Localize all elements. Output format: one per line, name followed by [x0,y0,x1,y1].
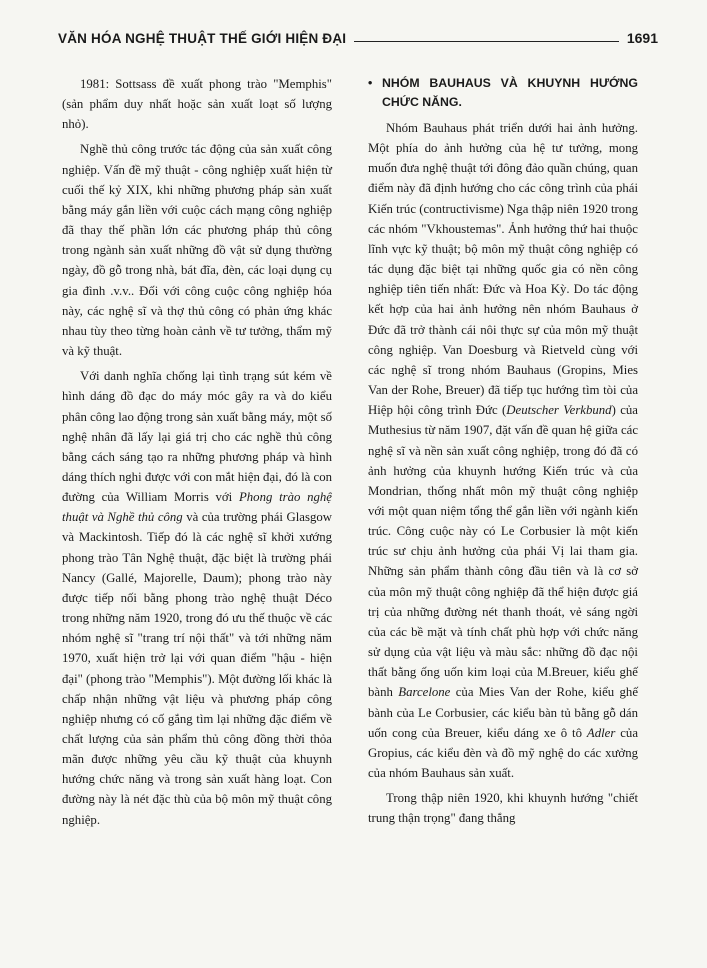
italic-title: Barcelone [398,685,451,700]
paragraph-morris [62,366,332,830]
text-run: Với danh nghĩa chống lại tình trạng sút kém về hình dáng đồ đạc do máy móc gây ra và do kiểu phân công lao động trong sản xuất bằng máy, một số nghệ nhân đã lấy lại giá trị cho các nghề thủ công bằng cách sáng tạo ra những phương pháp và hình dáng thích nghi được với con mắt hiện đại, đó là con đường của William Morris với [62,369,332,505]
text-run: của Mies Van der Rohe, kiểu ghế bành của Le Corbusier, các kiểu bàn tủ bằng gỗ dán uốn cong của Breuer, kiểu dáng xe ô tô [368,685,638,740]
paragraph-bauhaus [368,118,638,783]
paragraph-1920s: Trong thập niên 1920, khi khuynh hướng "chiết trung thận trọng" đang thắng [368,791,638,826]
italic-title: Deutscher Verkbund [506,403,612,418]
italic-title: Phong trào nghệ thuật và Nghề thủ công [62,490,332,525]
page-number: 1691 [626,30,658,46]
text-run: và của trường phái Glasgow và Mackintosh. Tiếp đó là các nghệ sĩ khởi xướng phong trào Tân Nghệ thuật, đặc biệt là trường phái Nancy (Gallé, Majorelle, Daum); phong trào này được tiếp nối bằng phong trào nghệ thuật Déco trong những năm 1920, trong đó ưu thế thuộc về các nhóm nghệ sĩ "trang trí nội thất" và tới những năm 1970, xuất hiện trở lại với quan điểm "hậu - hiện đại" (phong trào "Memphis"). Một đường lối khác là chấp nhận những vật liệu và phương pháp công nghiệp nhưng có cố gắng tìm lại những đặc điểm về chất lượng của sản phẩm thủ công đồng thời thỏa mãn được những yêu cầu kỹ thuật của khuynh hướng chức năng và trong sản xuất hàng loạt. Con đường này là nét đặc thù của bộ môn mỹ thuật công nghiệp. [62,510,333,827]
section-heading-text: NHÓM BAUHAUS VÀ KHUYNH HƯỚNG CHỨC NĂNG. [382,76,638,109]
header-title: VĂN HÓA NGHỆ THUẬT THẾ GIỚI HIỆN ĐẠI [58,31,347,46]
paragraph-craft-vs-industry: Nghề thủ công trước tác động của sản xuất công nghiệp. Vấn đề mỹ thuật - công nghiệp xuất hiện từ cuối thế kỷ XIX, khi những phương pháp sản xuất bằng máy gắn liền với cuộc cách mạng công nghiệp đã thay thế phần lớn các phương pháp thủ công trong ngành sản xuất những đồ vật sử dụng thường ngày, đồ gỗ trong nhà, bát đĩa, đèn, các loại dụng cụ gia đình .v.v.. Đối với công cuộc công nghiệp hóa này, các nghệ sĩ và thợ thủ công có phản ứng khác nhau tùy theo từng hoàn cảnh về tư tưởng, thẩm mỹ và kỹ thuật. [62,142,332,359]
text-run: của Gropius, các kiểu đèn và đồ mỹ nghệ do các xưởng của nhóm Bauhaus sản xuất. [368,725,638,780]
section-heading [368,74,638,112]
left-column [62,74,332,835]
right-column [368,74,638,833]
italic-title: Adler [586,725,616,740]
text-run: Nhóm Bauhaus phát triển dưới hai ảnh hưởng. Một phía do ảnh hưởng của hệ tư tưởng, mong muốn đưa nghệ thuật tới đông đảo quần chúng, quan điểm này đã định hướng cho các công trình của phái Kiến trúc (contructivisme) Nga thập niên 1920 trong các nhóm "Vkhoustemas". Ảnh hưởng thứ hai thuộc lĩnh vực kỹ thuật; bộ môn mỹ thuật công nghiệp có tác dụng đặc biệt tại những quốc gia có nền công nghiệp tiên tiến nhất: Đức và Hoa Kỳ. Do tác động kết hợp của hai ảnh hưởng nên nhóm Bauhaus ở Đức đã trở thành cái nôi thực sự của môn mỹ thuật công nghiệp. Van Doesburg và Rietveld cùng với các nghệ sĩ trong nhóm Bauhaus (Gropins, Mies Van der Rohe, Breuer) đã tiếp tục hướng tìm tòi của Hiệp hội công trình Đức ( [368,121,638,418]
paragraph-memphis: 1981: Sottsass đề xuất phong trào "Memphis" (sản phẩm duy nhất hoặc sản xuất loạt số lượng nhỏ). [62,77,332,132]
bullet-icon: • [368,76,373,90]
header-rule [354,41,619,42]
text-run: ) của Muthesius từ năm 1907, đặt vấn đề quan hệ giữa các nghệ sĩ và nền sản xuất công nghiệp, trong đó đã có ảnh hưởng của khuynh hướng Kiến trúc và của Mondrian, thống nhất môn mỹ thuật công nghiệp với một quan niệm tổng thể gắn liền với ngành kiến trúc. Công cuộc này có Le Corbusier là một kiến trúc sư chịu ảnh hưởng của phái Vị lai tham gia. Những sản phẩm thành công đầu tiên và là cơ sở của môn mỹ thuật công nghiệp đã thể hiện được giá trị của những đường nét thanh thoát, vẻ sáng ngời của các bề mặt và tính chất phù hợp với chức năng sử dụng của vật liệu và màu sắc: những đồ đạc nội thất bằng ống uốn kim loại của M.Breuer, kiểu ghế bành [368,403,638,700]
running-header [58,24,658,46]
